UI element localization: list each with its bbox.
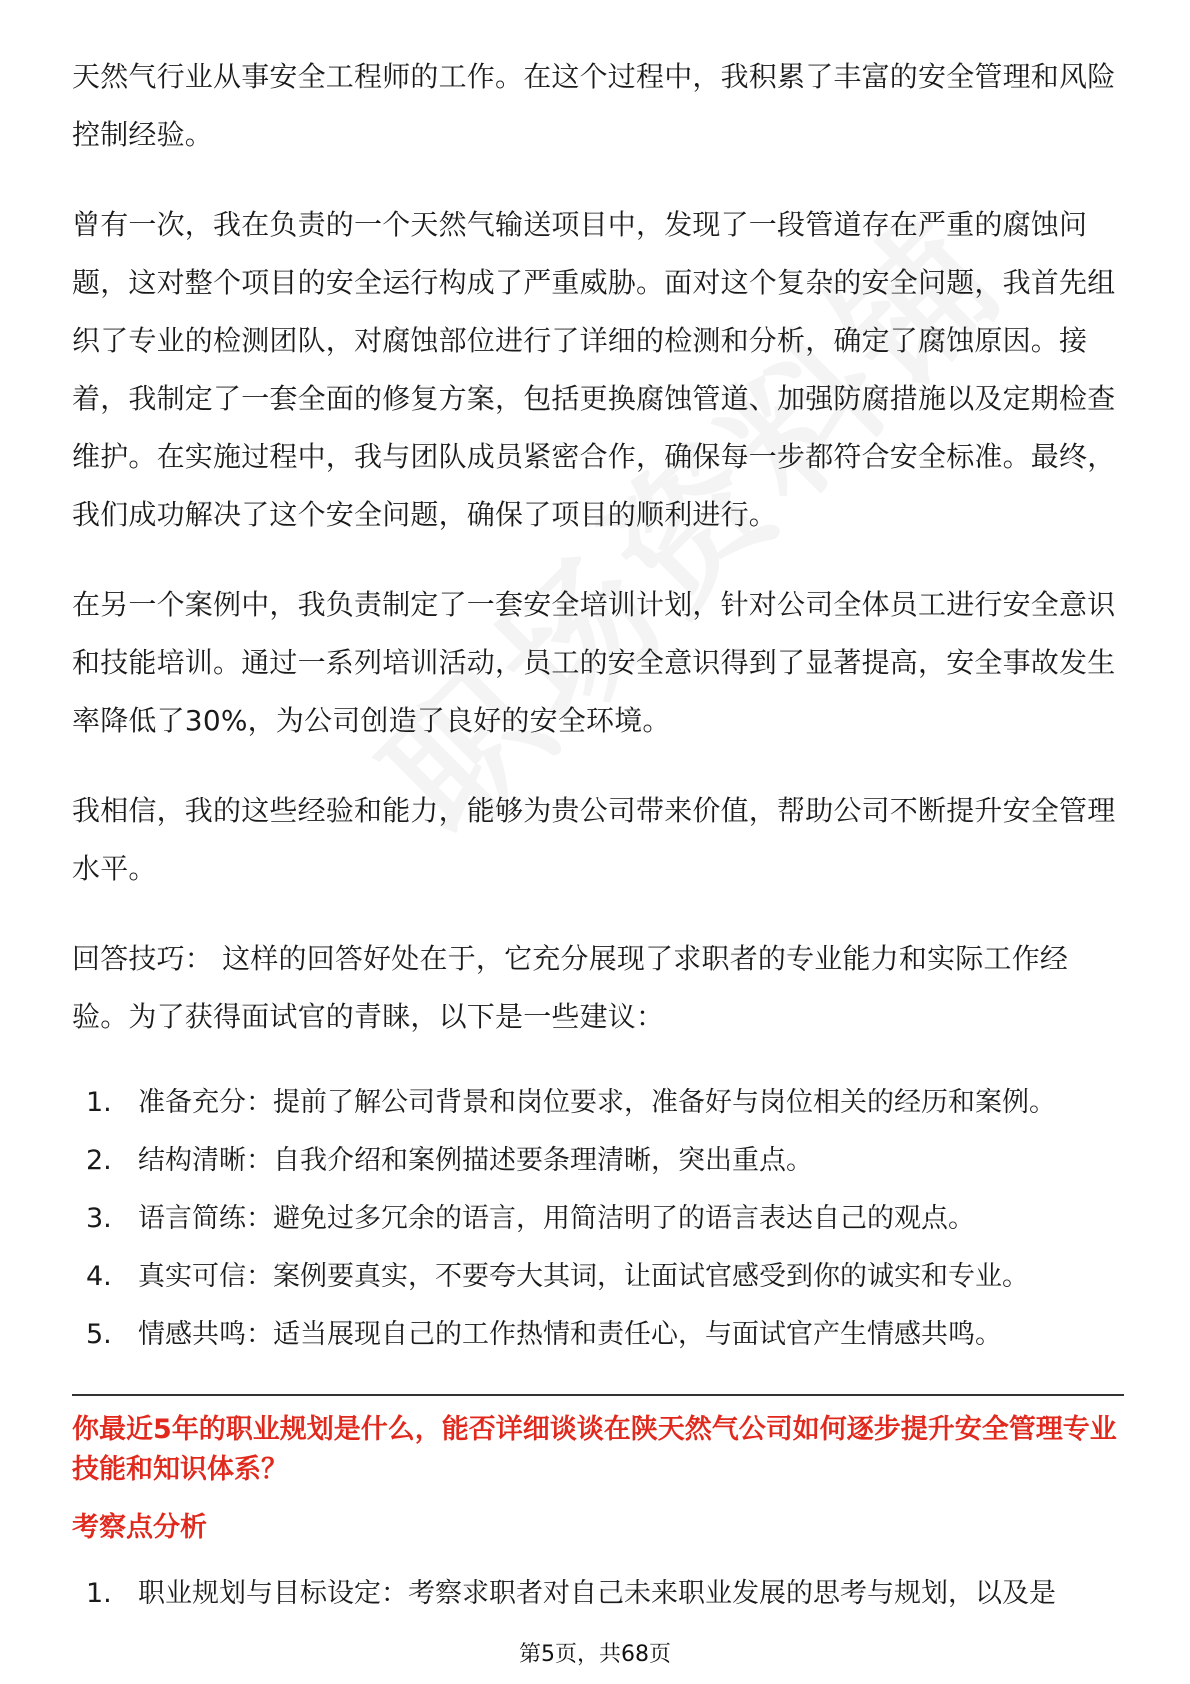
list-item-text: 情感共鸣：适当展现自己的工作热情和责任心，与面试官产生情感共鸣。 [138, 1319, 1002, 1350]
paragraph-case-corrosion: 曾有一次，我在负责的一个天然气输送项目中，发现了一段管道存在严重的腐蚀问题，这对整个项目的安全运行构成了严重威胁。面对这个复杂的安全问题，我首先组织了专业的检测团队，对腐蚀部位进行了详细的检测和分析，确定了腐蚀原因。接着，我制定了一套全面的修复方案，包括更换腐蚀管道、加强防腐措施以及定期检查维护。在实施过程中，我与团队成员紧密合作，确保每一步都符合安全标准。最终，我们成功解决了这个安全问题，确保了项目的顺利进行。 [72, 208, 1116, 531]
list-item-text: 准备充分：提前了解公司背景和岗位要求，准备好与岗位相关的经历和案例。 [138, 1087, 1056, 1118]
analysis-item-text: 职业规划与目标设定：考察求职者对自己未来职业发展的思考与规划，以及是 [138, 1578, 1056, 1609]
list-item-text: 结构清晰：自我介绍和案例描述要条理清晰，突出重点。 [138, 1145, 813, 1176]
analysis-item [72, 1574, 1124, 1614]
paragraph-case-training: 在另一个案例中，我负责制定了一套安全培训计划，针对公司全体员工进行安全意识和技能培训。通过一系列培训活动，员工的安全意识得到了显著提高，安全事故发生率降低了30%，为公司创造了良好的安全环境。 [72, 588, 1116, 737]
list-item-number: 2. [86, 1145, 112, 1176]
paragraph-answer-tips: 回答技巧： 这样的回答好处在于，它充分展现了求职者的专业能力和实际工作经验。为了获得面试官的青睐，以下是一些建议： [72, 942, 1069, 1033]
analysis-heading: 考察点分析 [72, 1512, 207, 1543]
list-item-number: 3. [86, 1203, 112, 1234]
list-item-number: 5. [86, 1319, 112, 1350]
list-item [72, 1248, 1124, 1306]
paragraph-conclusion: 我相信，我的这些经验和能力，能够为贵公司带来价值，帮助公司不断提升安全管理水平。 [72, 794, 1116, 885]
tips-list [72, 1074, 1124, 1364]
list-item-number: 4. [86, 1261, 112, 1292]
list-item [72, 1306, 1124, 1364]
page-footer: 第5页，共68页 [519, 1642, 671, 1667]
section-divider [72, 1394, 1124, 1396]
paragraph-experience: 天然气行业从事安全工程师的工作。在这个过程中，我积累了丰富的安全管理和风险控制经验。 [72, 60, 1116, 151]
list-item-number: 1. [86, 1087, 112, 1118]
question-heading: 你最近5年的职业规划是什么，能否详细谈谈在陕天然气公司如何逐步提升安全管理专业技能和知识体系？ [72, 1414, 1117, 1485]
list-item [72, 1190, 1124, 1248]
list-item-text: 语言简练：避免过多冗余的语言，用简洁明了的语言表达自己的观点。 [138, 1203, 975, 1234]
list-item [72, 1074, 1124, 1132]
list-item [72, 1132, 1124, 1190]
list-item-text: 真实可信：案例要真实，不要夸大其词，让面试官感受到你的诚实和专业。 [138, 1261, 1029, 1292]
analysis-item-number: 1. [86, 1578, 112, 1609]
answer-body [72, 48, 1124, 1364]
